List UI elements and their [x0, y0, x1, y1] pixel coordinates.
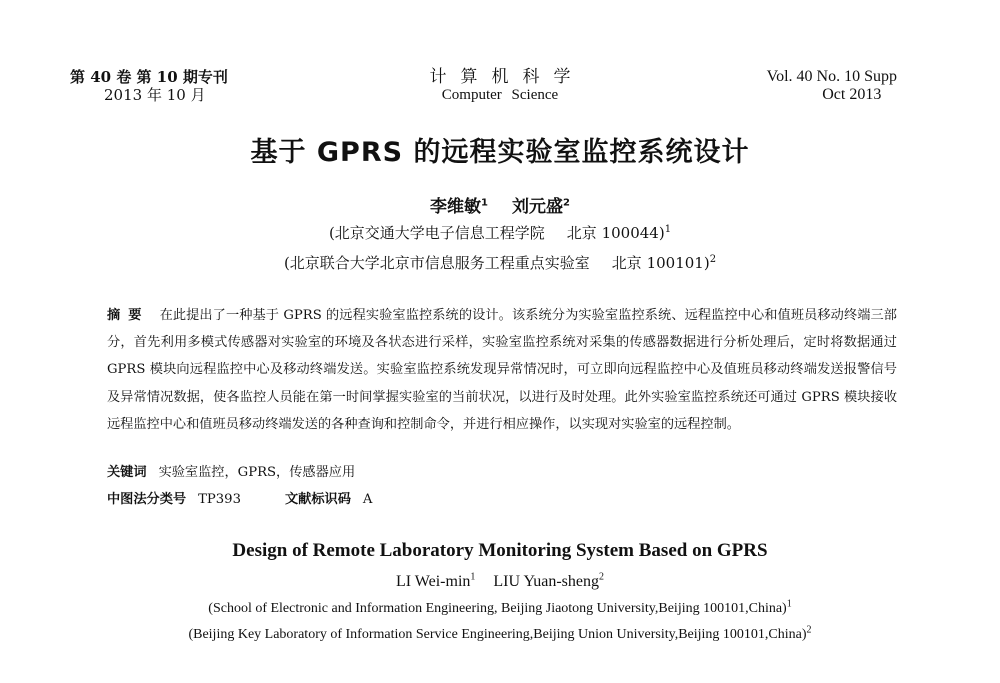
affiliation-sup: 1	[664, 224, 672, 235]
keywords	[107, 461, 355, 480]
affiliation-sup: 2	[806, 624, 812, 636]
doc-code-value: A	[362, 492, 373, 507]
author-name-en: LIU Yuan-sheng	[493, 573, 599, 590]
author-sup: 2	[563, 197, 570, 209]
affiliation-en-1	[0, 598, 1000, 617]
authors-en	[0, 573, 1000, 591]
author-sup: 1	[481, 197, 488, 209]
paper-title-en: Design of Remote Laboratory Monitoring System Based on GPRS	[232, 540, 768, 561]
paper-title-cn: 基于 GPRS 的远程实验室监控系统设计	[250, 137, 750, 168]
doc-code-label: 文献标识码	[284, 492, 351, 507]
journal-issue-info-en	[767, 68, 897, 104]
author-name: 李维敏	[430, 197, 482, 217]
keywords-text: 实验室监控，GPRS，传感器应用	[158, 465, 356, 480]
affiliation-text: (北京交通大学电子信息工程学院	[328, 224, 545, 242]
volume-issue: 第 40 卷 第 10 期专刊	[70, 68, 228, 86]
clc-label: 中图法分类号	[107, 492, 187, 507]
author-sup: 2	[599, 571, 604, 583]
affiliation-text: (北京联合大学北京市信息服务工程重点实验室	[283, 254, 590, 272]
journal-name-cn: 计算机科学	[429, 67, 585, 87]
affiliation-en-2	[0, 624, 1000, 643]
affiliation-sup: 2	[709, 254, 717, 265]
affiliation-city: 北京 100101)	[611, 254, 710, 272]
affiliation-sup: 1	[786, 598, 792, 610]
issue-date: 2013 年 10 月	[104, 86, 206, 104]
classification	[107, 488, 372, 507]
authors-cn	[0, 192, 1000, 217]
abstract-label: 摘要	[107, 308, 150, 323]
issue-date-en: Oct 2013	[822, 86, 882, 103]
keywords-label: 关键词	[107, 465, 147, 480]
affiliation-en-text: (Beijing Key Laboratory of Information Service Engineering,Beijing Union University,Beijing 100101,China)	[188, 627, 807, 642]
journal-name-en: Computer Science	[441, 87, 559, 103]
affiliation-cn-1	[0, 222, 1000, 243]
abstract-text: 在此提出了一种基于 GPRS 的远程实验室监控系统的设计。该系统分为实验室监控系统、远程监控中心和值班员移动终端三部分，首先利用多模式传感器对实验室的环境及各状态进行采样，实验室监控系统对采集的传感器数据进行分析处理后，定时将数据通过 GPRS 模块向远程监控中心及移动终端发送。实验室监控系统发现异常情况时，可立即向远程监控中心及值班员移动终端发送报警信号及异常情况数据，使各监控人员能在第一时间掌握实验室的当前状况，以进行及时处理。此外实验室监控系统还可通过 GPRS 模块接收远程监控中心和值班员移动终端发送的各种查询和控制命令，并进行相应操作，以实现对实验室的远程控制。	[107, 308, 897, 432]
affiliation-cn-2	[0, 252, 1000, 273]
author-name-en: LI Wei-min	[395, 573, 471, 590]
affiliation-en-text: (School of Electronic and Information Engineering, Beijing Jiaotong University,Beijing 100101,China)	[208, 601, 787, 616]
volume-issue-en: Vol. 40 No. 10 Supp	[766, 68, 897, 85]
author-name: 刘元盛	[512, 197, 563, 217]
author-sup: 1	[470, 571, 476, 583]
clc-value: TP393	[198, 492, 241, 507]
affiliation-city: 北京 100044)	[566, 224, 665, 242]
abstract	[107, 302, 897, 438]
